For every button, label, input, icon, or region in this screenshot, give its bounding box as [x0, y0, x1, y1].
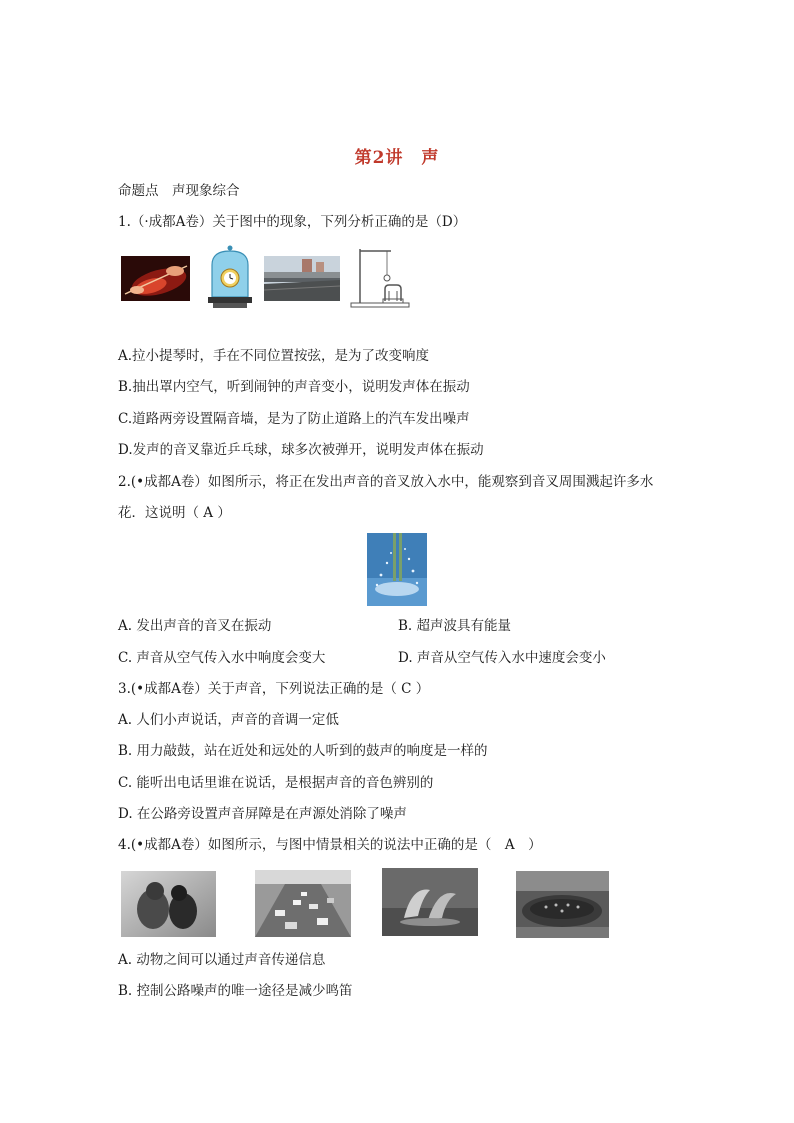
q1-option-d: D.发声的音叉靠近乒乓球，球多次被弹开，说明发声体在振动: [118, 442, 484, 458]
q2-stem-line2: 花．这说明（ A ）: [118, 505, 231, 521]
animals-communicating-image: [121, 871, 216, 937]
bell-jar-alarm-clock-image: [203, 245, 257, 309]
q3-option-c: C. 能听出电话里谁在说话，是根据声音的音色辨别的: [118, 775, 434, 791]
sound-barrier-road-image: [264, 256, 340, 301]
violin-image: [121, 256, 190, 301]
q4-option-b: B. 控制公路噪声的唯一途径是减少鸣笛: [118, 983, 353, 999]
q1-option-b: B.抽出罩内空气，听到闹钟的声音变小，说明发声体在振动: [118, 379, 470, 395]
q2-option-b: B. 超声波具有能量: [398, 618, 512, 634]
q4-option-a: A. 动物之间可以通过声音传递信息: [118, 952, 326, 968]
section-heading: 命题点 声现象综合: [118, 183, 240, 199]
dolphins-image: [382, 868, 478, 936]
q3-stem: 3.(•成都A卷）关于声音，下列说法正确的是（ C ）: [118, 681, 430, 697]
tuning-fork-ping-pong-image: [345, 245, 415, 309]
q3-option-b: B. 用力敲鼓，站在近处和远处的人听到的鼓声的响度是一样的: [118, 743, 488, 759]
q3-option-a: A. 人们小声说话，声音的音调一定低: [118, 712, 339, 728]
q3-option-d: D. 在公路旁设置声音屏障是在声源处消除了噪声: [118, 806, 407, 822]
q2-option-c: C. 声音从空气传入水中响度会变大: [118, 650, 326, 666]
q1-option-c: C.道路两旁设置隔音墙，是为了防止道路上的汽车发出噪声: [118, 411, 470, 427]
tuning-fork-water-splash-image: [367, 533, 427, 606]
q1-option-a: A.拉小提琴时，手在不同位置按弦，是为了改变响度: [118, 348, 430, 364]
q4-stem: 4.(•成都A卷）如图所示，与图中情景相关的说法中正确的是（ A ）: [118, 837, 542, 853]
concert-hall-image: [516, 871, 609, 938]
q1-stem: 1.（·成都A卷）关于图中的现象，下列分析正确的是（D）: [118, 214, 467, 230]
highway-traffic-image: [255, 870, 351, 937]
page-title: 第2讲 声: [354, 148, 440, 168]
q2-option-a: A. 发出声音的音叉在振动: [118, 618, 272, 634]
q2-option-d: D. 声音从空气传入水中速度会变小: [398, 650, 606, 666]
q2-stem-line1: 2.(•成都A卷）如图所示，将正在发出声音的音叉放入水中，能观察到音叉周围溅起许多水: [118, 474, 654, 490]
